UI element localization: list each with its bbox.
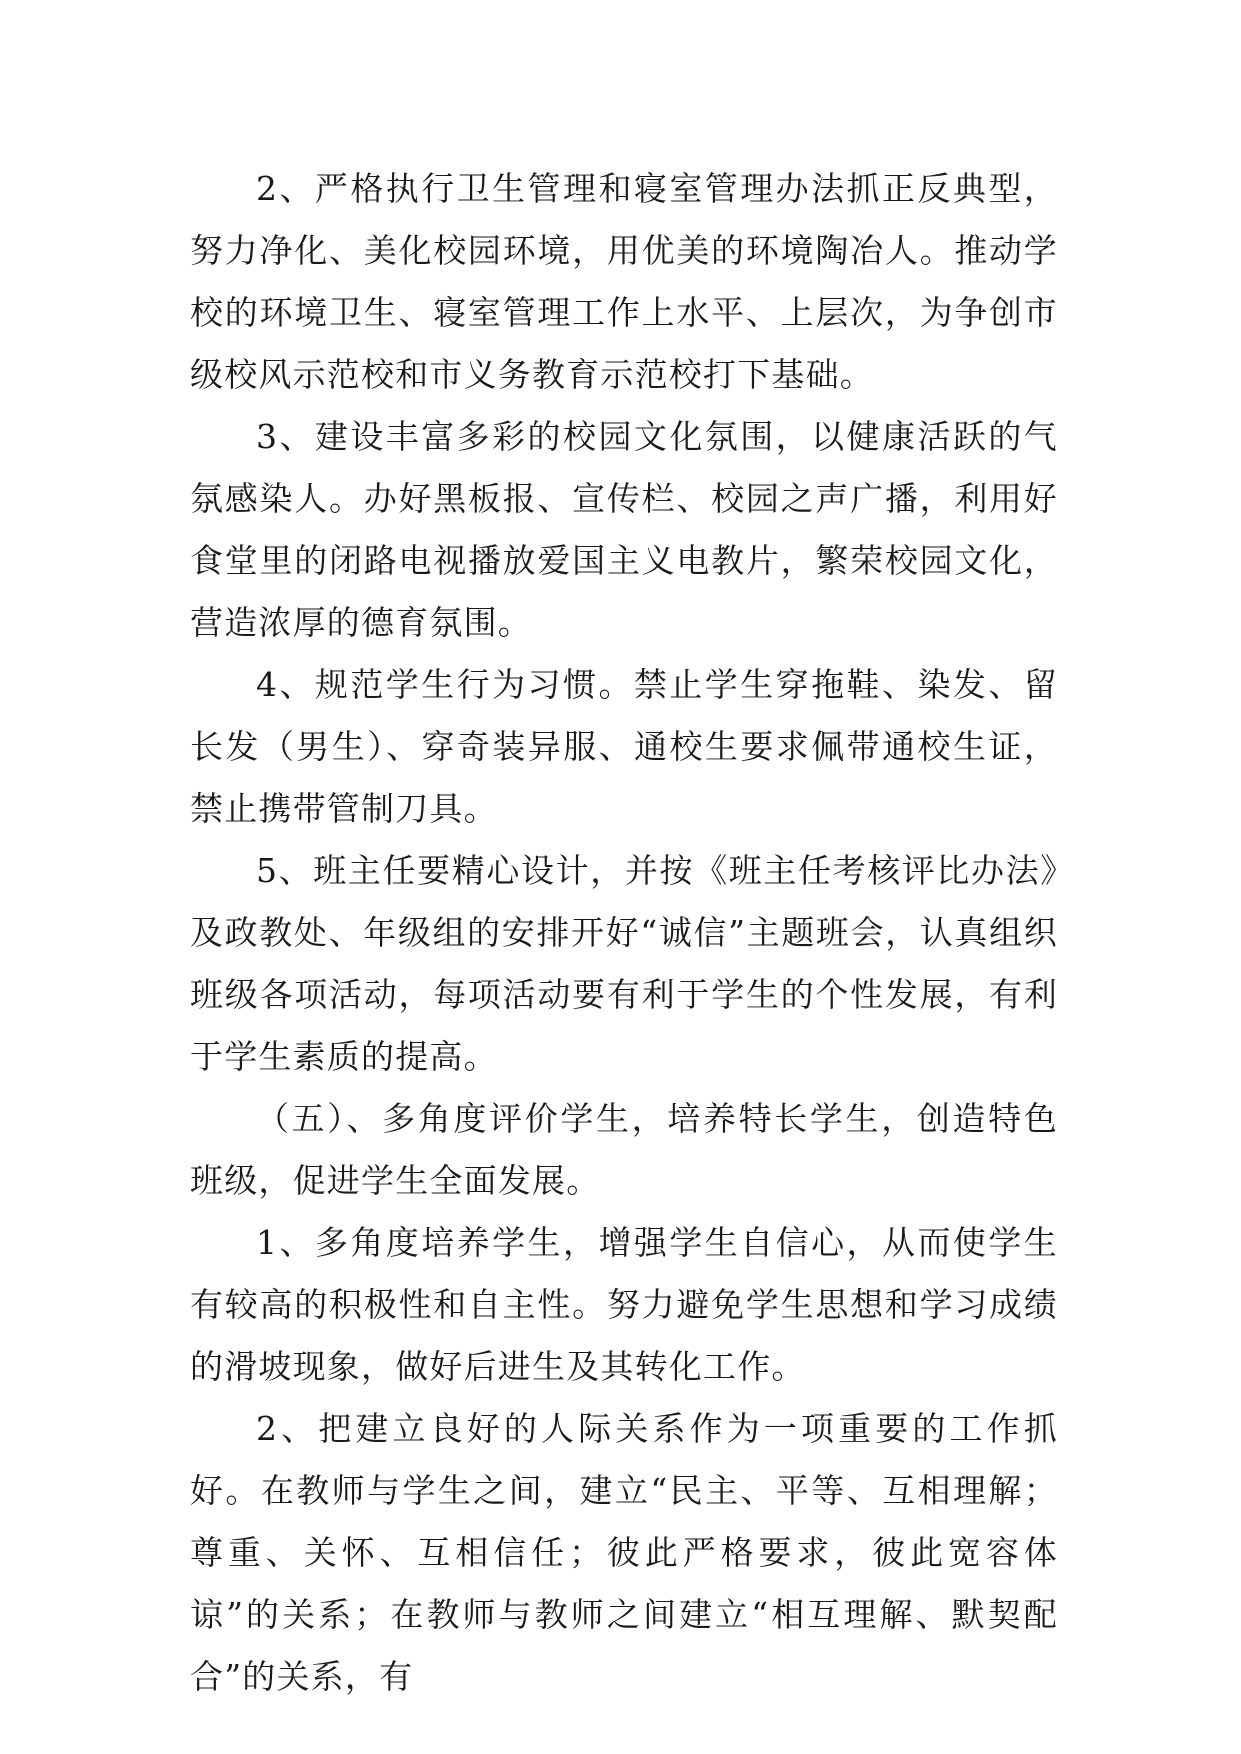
paragraph-item-2-hygiene: 2、严格执行卫生管理和寝室管理办法抓正反典型，努力净化、美化校园环境，用优美的环境陶冶人。推动学校的环境卫生、寝室管理工作上水平、上层次，为争创市级校风示范校和市义务教育示范校打下基础。 — [190, 169, 1058, 394]
paragraph-item-1-cultivate: 1、多角度培养学生，增强学生自信心，从而使学生有较高的积极性和自主性。努力避免学生思想和学习成绩的滑坡现象，做好后进生及其转化工作。 — [190, 1223, 1058, 1386]
section-heading-5: （五）、多角度评价学生，培养特长学生，创造特色班级，促进学生全面发展。 — [190, 1099, 1058, 1200]
paragraph-item-5-class-teacher: 5、班主任要精心设计，并按《班主任考核评比办法》及政教处、年级组的安排开好“诚信”主题班会，认真组织班级各项活动，每项活动要有利于学生的个性发展，有利于学生素质的提高。 — [190, 851, 1058, 1076]
paragraph-item-4-behavior: 4、规范学生行为习惯。禁止学生穿拖鞋、染发、留长发（男生）、穿奇装异服、通校生要求佩带通校生证，禁止携带管制刀具。 — [190, 665, 1058, 828]
paragraph-item-3-campus-culture: 3、建设丰富多彩的校园文化氛围，以健康活跃的气氛感染人。办好黑板报、宣传栏、校园之声广播，利用好食堂里的闭路电视播放爱国主义电教片，繁荣校园文化，营造浓厚的德育氛围。 — [190, 417, 1058, 642]
document-body — [190, 158, 1058, 1708]
paragraph-item-2-relations: 2、把建立良好的人际关系作为一项重要的工作抓好。在教师与学生之间，建立“民主、平等、互相理解；尊重、关怀、互相信任；彼此严格要求，彼此宽容体谅”的关系；在教师与教师之间建立“相互理解、默契配合”的关系，有 — [190, 1409, 1058, 1696]
